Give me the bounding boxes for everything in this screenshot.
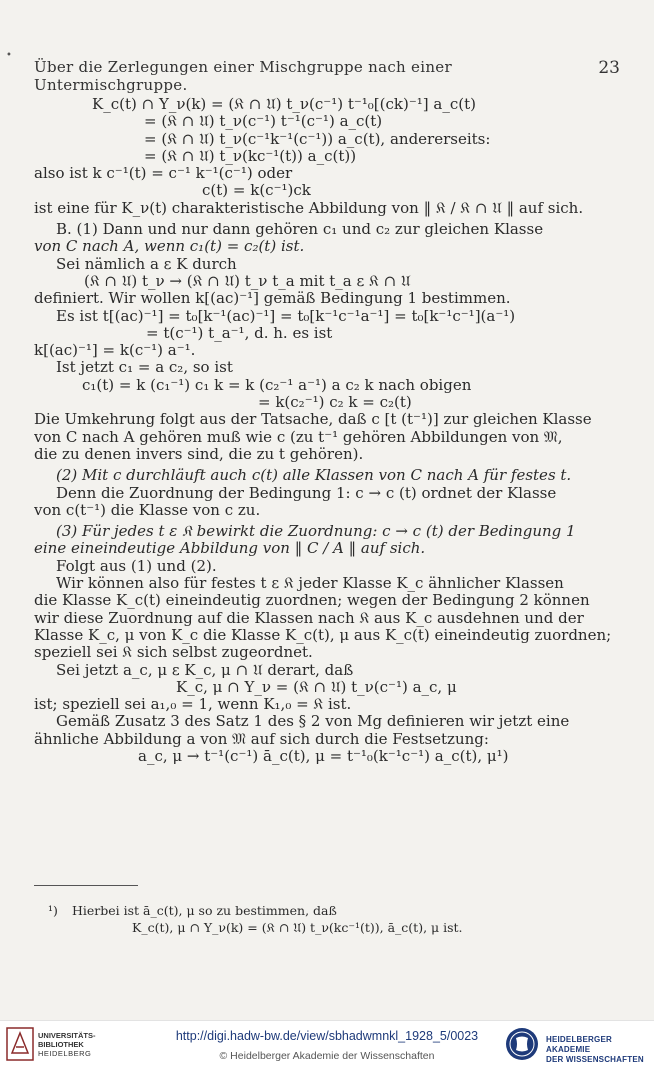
text-line: Gemäß Zusatz 3 des Satz 1 des § 2 von Mg definieren wir jetzt eine xyxy=(56,713,570,731)
footnote-mark: ¹) xyxy=(48,903,58,918)
main-text xyxy=(34,96,620,765)
text-line: Die Umkehrung folgt aus der Tatsache, daß c [t (t⁻¹)] zur gleichen Klasse xyxy=(34,411,592,429)
copyright-text: © Heidelberger Akademie der Wissenschaften xyxy=(219,1050,435,1062)
text-line: die Klasse K_c(t) eineindeutig zuordnen; wegen der Bedingung 2 können xyxy=(34,592,590,610)
academy-name-line1: HEIDELBERGER AKADEMIE xyxy=(546,1035,612,1054)
text-line: Sei jetzt a_c, μ ε K_c, μ ∩ 𝔘 derart, daß xyxy=(56,661,354,679)
formula-line: a_c, μ → t⁻¹(c⁻¹) ā_c(t), μ = t̄⁻¹₀(k⁻¹c⁻¹) a_c(t), μ¹) xyxy=(138,747,509,765)
text-line: die zu denen invers sind, die zu t gehören). xyxy=(34,445,364,463)
footnote-rule xyxy=(34,885,138,886)
viewer-footer-bar xyxy=(0,1020,654,1068)
text-line: Wir können also für festes t ε 𝔎 jeder Klasse K_c ähnlicher Klassen xyxy=(56,575,564,593)
text-line: Folgt aus (1) und (2). xyxy=(56,557,217,575)
page-number: 23 xyxy=(598,58,620,78)
formula-line: = k(c₂⁻¹) c₂ k = c₂(t) xyxy=(258,394,412,412)
text-line: von C nach A gehören muß wie c (zu t⁻¹ gehören Abbildungen von 𝔐, xyxy=(34,428,563,446)
text-line: definiert. Wir wollen k[(ac)⁻¹] gemäß Bedingung 1 bestimmen. xyxy=(34,290,511,308)
text-line: speziell sei 𝔎 sich selbst zugeordnet. xyxy=(34,644,313,662)
theorem-line: (3) Für jedes t ε 𝔎 bewirkt die Zuordnung: c → c (t) der Bedingung 1 xyxy=(56,523,576,541)
theorem-line: von C nach A, wenn c₁(t) = c₂(t) ist. xyxy=(34,238,305,256)
theorem-line: eine eineindeutige Abbildung von ‖ C / A ‖ auf sich. xyxy=(34,540,426,558)
theorem-line: B. (1) Dann und nur dann gehören c₁ und c₂ zur gleichen Klasse xyxy=(56,221,544,239)
margin-dot: • xyxy=(6,50,12,61)
footnote-text: Hierbei ist ā_c(t), μ so zu bestimmen, daß xyxy=(71,903,337,918)
library-city: HEIDELBERG xyxy=(38,1049,92,1058)
formula-line: K_c(t) ∩ Y_ν(k) = (𝔎 ∩ 𝔘) t_ν(c⁻¹) t̄⁻¹₀[(ck)⁻¹] a_c(t) xyxy=(92,96,476,113)
text-line: also ist k c⁻¹(t) = c⁻¹ k⁻¹(c⁻¹) oder xyxy=(34,165,293,183)
theorem-line: (2) Mit c durchläuft auch c(t) alle Klassen von C nach A für festes t. xyxy=(56,467,572,485)
text-line: Sei nämlich a ε K durch xyxy=(56,255,237,273)
formula-line: = t(c⁻¹) t_a⁻¹, d. h. es ist xyxy=(146,324,333,342)
library-name-line1: UNIVERSITÄTS- xyxy=(38,1031,96,1040)
footnote-formula: K_c(t), μ ∩ Y_ν(k) = (𝔎 ∩ 𝔘) t_ν(kc⁻¹(t)), ā_c(t), μ ist. xyxy=(132,920,463,935)
library-name-line2: BIBLIOTHEK xyxy=(38,1040,84,1049)
academy-seal-icon xyxy=(505,1027,539,1061)
text-line: ähnliche Abbildung a von 𝔐 auf sich durch die Festsetzung: xyxy=(34,730,489,748)
text-line: Denn die Zuordnung der Bedingung 1: c → c (t) ordnet der Klasse xyxy=(56,484,557,502)
formula-line: = (𝔎 ∩ 𝔘) t_ν(c⁻¹) t⁻¹(c⁻¹) a_c(t) xyxy=(144,113,383,131)
footnote xyxy=(34,902,620,936)
formula-line: Es ist t[(ac)⁻¹] = t₀[k⁻¹(ac)⁻¹] = t₀[k⁻¹c⁻¹a⁻¹] = t₀[k⁻¹c⁻¹](a⁻¹) xyxy=(56,307,516,325)
formula-line: c₁(t) = k (c₁⁻¹) c₁ k = k (c₂⁻¹ a⁻¹) a c₂ k nach obigen xyxy=(82,376,472,394)
formula-line: = (𝔎 ∩ 𝔘) t_ν(c⁻¹k⁻¹(c⁻¹)) a_c(t), andererseits: xyxy=(144,130,491,148)
text-line: ist; speziell sei a₁,₀ = 1, wenn K₁,₀ = 𝔎 ist. xyxy=(34,696,352,714)
formula-line: K_c, μ ∩ Y_ν = (𝔎 ∩ 𝔘) t_ν(c⁻¹) a_c, μ xyxy=(176,678,457,696)
academy-name xyxy=(546,1035,654,1065)
text-line: von c(t⁻¹) die Klasse von c zu. xyxy=(34,501,261,519)
running-head xyxy=(34,58,620,94)
permalink-link[interactable]: http://digi.hadw-bw.de/view/sbhadwmnkl_1928_5/0023 xyxy=(175,1029,479,1043)
formula-line: (𝔎 ∩ 𝔘) t_ν → (𝔎 ∩ 𝔘) t_ν t_a mit t_a ε 𝔎 ∩ 𝔘 xyxy=(84,272,411,290)
text-line: Ist jetzt c₁ = a c₂, so ist xyxy=(56,359,233,377)
text-line: wir diese Zuordnung auf die Klassen nach 𝔎 aus K_c ausdehnen und der xyxy=(34,609,584,627)
academy-name-line2: DER WISSENSCHAFTEN xyxy=(546,1055,644,1064)
formula-line: c(t) = k(c⁻¹)ck xyxy=(202,182,311,200)
text-line: ist eine für K_ν(t) charakteristische Abbildung von ‖ 𝔎 / 𝔎 ∩ 𝔘 ‖ auf sich. xyxy=(34,199,584,217)
formula-line: = (𝔎 ∩ 𝔘) t_ν(kc⁻¹(t)) a_c(t)) xyxy=(144,147,357,165)
formula-line: k[(ac)⁻¹] = k(c⁻¹) a⁻¹. xyxy=(34,342,196,360)
text-line: Klasse K_c, μ von K_c die Klasse K_c(t), μ aus K_c(t) eineindeutig zuordnen; xyxy=(34,626,612,644)
running-head-title: Über die Zerlegungen einer Mischgruppe nach einer Untermischgruppe. xyxy=(34,58,452,94)
